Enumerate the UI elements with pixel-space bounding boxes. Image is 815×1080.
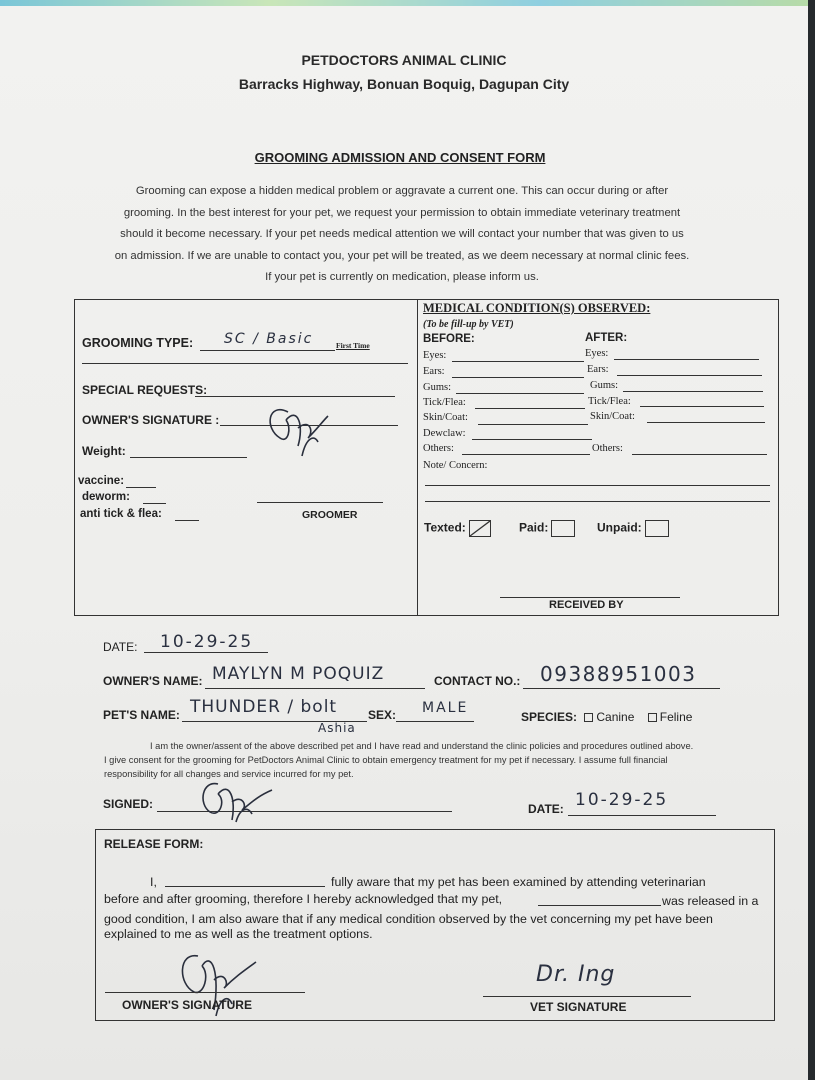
groomer-label: GROOMER xyxy=(302,509,358,521)
release-line-2b: was released in a xyxy=(662,894,759,908)
after-ears-line[interactable] xyxy=(617,375,762,376)
signed-label: SIGNED: xyxy=(103,797,154,811)
intro-line: on admission. If we are unable to contact you, your pet will be treated, as we deem necessary at normal clinic fees. xyxy=(114,249,690,262)
special-requests-label: SPECIAL REQUESTS: xyxy=(82,383,208,397)
texted-label xyxy=(424,520,491,537)
intro-line: should it become necessary. If your pet needs medical attention we will contact your number that was given to us xyxy=(120,228,684,240)
paid-checkbox[interactable] xyxy=(551,520,575,537)
vaccine-label: vaccine: xyxy=(78,475,125,487)
grooming-type-label: GROOMING TYPE: xyxy=(82,336,194,350)
owner-name-value[interactable]: MAYLYN M POQUIZ xyxy=(212,664,385,684)
grooming-type-line xyxy=(200,350,335,351)
sex-line[interactable] xyxy=(396,721,474,722)
after-eyes: Eyes: xyxy=(585,348,609,359)
first-time-label: First Time xyxy=(336,341,370,350)
intro-line: If your pet is currently on medication, please inform us. xyxy=(265,271,539,283)
after-tick: Tick/Flea: xyxy=(588,396,631,407)
note-line-2[interactable] xyxy=(425,501,770,502)
date2-line[interactable] xyxy=(568,815,716,816)
clinic-address: Barracks Highway, Bonuan Boquig, Dagupan City xyxy=(238,76,570,92)
anti-tick-line[interactable] xyxy=(175,520,199,521)
sex-label: SEX: xyxy=(368,708,397,722)
date-label: DATE: xyxy=(103,640,138,654)
vet-sig-label: VET SIGNATURE xyxy=(530,1000,627,1014)
owner-name-label: OWNER'S NAME: xyxy=(103,674,203,688)
after-others: Others: xyxy=(592,443,623,454)
before-gums-line[interactable] xyxy=(456,393,584,394)
note-line-1[interactable] xyxy=(425,485,770,486)
release-line-1a: I, xyxy=(150,875,157,889)
vaccine-line[interactable] xyxy=(126,487,156,488)
intro-line: grooming. In the best interest for your pet, we request your permission to obtain immediate veterinary treatment xyxy=(123,206,681,219)
release-name-line[interactable] xyxy=(165,886,325,887)
deworm-label: deworm: xyxy=(82,491,130,503)
before-ears-line[interactable] xyxy=(452,377,584,378)
intro-line: Grooming can expose a hidden medical problem or aggravate a current one. This can occur during or after xyxy=(135,185,669,197)
after-skin-line[interactable] xyxy=(647,422,765,423)
signed-signature-drawing xyxy=(196,778,280,824)
grooming-type-value[interactable]: SC / Basic xyxy=(224,331,314,347)
paid-label xyxy=(519,520,575,537)
medical-subtitle: (To be fill-up by VET) xyxy=(423,319,514,330)
consent-line-3: responsibility for all changes and service incurred for my pet. xyxy=(104,769,354,779)
received-by-line[interactable] xyxy=(500,597,680,598)
before-dewclaw-line[interactable] xyxy=(472,439,592,440)
before-eyes-line[interactable] xyxy=(452,361,584,362)
feline-option[interactable] xyxy=(648,710,693,724)
consent-line-2: I give consent for the grooming for PetDoctors Animal Clinic to obtain emergency treatment for my pet if necessary. I assume full financial xyxy=(104,755,668,765)
note-label: Note/ Concern: xyxy=(423,460,488,471)
before-tick-line[interactable] xyxy=(475,408,585,409)
owner-name-line[interactable] xyxy=(205,688,425,689)
release-line-2a: before and after grooming, therefore I hereby acknowledged that my pet, xyxy=(104,892,503,906)
unpaid-checkbox[interactable] xyxy=(645,520,669,537)
after-ears: Ears: xyxy=(587,364,609,375)
texted-checkbox[interactable] xyxy=(469,520,491,537)
owner-release-sig-line[interactable] xyxy=(105,992,305,993)
intro-paragraph xyxy=(84,181,720,289)
contact-line[interactable] xyxy=(523,688,720,689)
date-value[interactable]: 10-29-25 xyxy=(160,632,254,652)
after-label: AFTER: xyxy=(585,332,628,344)
clinic-name: PETDOCTORS ANIMAL CLINIC xyxy=(301,52,507,68)
deworm-line[interactable] xyxy=(143,503,166,504)
release-line-1b: fully aware that my pet has been examined by attending veterinarian xyxy=(331,875,706,889)
after-tick-line[interactable] xyxy=(640,406,764,407)
date-line[interactable] xyxy=(144,652,268,653)
vet-signature-handwriting: Dr. Ing xyxy=(536,962,616,987)
before-skin-line[interactable] xyxy=(478,424,588,425)
before-eyes: Eyes: xyxy=(423,350,447,361)
contact-value[interactable]: 09388951003 xyxy=(540,662,697,686)
owner-signature-label: OWNER'S SIGNATURE : xyxy=(82,413,220,427)
owner-signature-drawing xyxy=(258,398,338,460)
after-gums-line[interactable] xyxy=(623,391,763,392)
dark-background-edge xyxy=(808,0,815,1080)
release-title: RELEASE FORM: xyxy=(104,837,204,851)
special-requests-line[interactable] xyxy=(195,396,395,397)
unpaid-label xyxy=(597,520,669,537)
consent-line-1: I am the owner/assent of the above described pet and I have read and understand the clinic policies and procedures outlined above. xyxy=(150,741,694,751)
grooming-type-line-2 xyxy=(82,363,408,364)
after-gums: Gums: xyxy=(590,380,619,391)
before-label: BEFORE: xyxy=(423,333,475,345)
pet-name-value[interactable]: THUNDER / bolt xyxy=(190,697,338,717)
weight-label: Weight: xyxy=(82,444,126,458)
before-dewclaw: Dewclaw: xyxy=(423,428,466,439)
release-pet-line[interactable] xyxy=(538,905,661,906)
pet-name-label: PET'S NAME: xyxy=(103,708,180,722)
weight-line[interactable] xyxy=(130,457,247,458)
before-others-line[interactable] xyxy=(462,454,590,455)
top-edge-strip xyxy=(0,0,808,6)
feline-text: Feline xyxy=(659,710,693,724)
canine-checkbox[interactable] xyxy=(584,713,593,722)
texted-text: Texted: xyxy=(424,520,466,535)
form-title: GROOMING ADMISSION AND CONSENT FORM xyxy=(254,150,546,165)
species-label xyxy=(521,710,692,724)
canine-text: Canine xyxy=(596,710,635,724)
release-line-4: explained to me as well as the treatment options. xyxy=(104,927,373,941)
canine-option[interactable] xyxy=(584,710,634,724)
after-others-line[interactable] xyxy=(632,454,767,455)
date2-value[interactable]: 10-29-25 xyxy=(575,790,669,810)
owner-release-sig-label: OWNER'S SIGNATURE xyxy=(122,998,252,1012)
date2-label: DATE: xyxy=(528,802,564,816)
pet-name-value-2[interactable]: Ashia xyxy=(318,721,356,735)
before-ears: Ears: xyxy=(423,366,445,377)
contact-label: CONTACT NO.: xyxy=(434,674,521,688)
species-text: SPECIES: xyxy=(521,710,578,724)
received-by-label: RECEIVED BY xyxy=(549,599,624,611)
release-line-3: good condition, I am also aware that if any medical condition observed by the vet concerning my pet have been xyxy=(104,912,713,926)
before-tick: Tick/Flea: xyxy=(423,397,466,408)
before-others: Others: xyxy=(423,443,454,454)
unpaid-text: Unpaid: xyxy=(597,520,642,535)
vet-sig-line[interactable] xyxy=(483,996,691,997)
paid-text: Paid: xyxy=(519,520,549,535)
panel-divider xyxy=(417,300,418,615)
after-eyes-line[interactable] xyxy=(614,359,759,360)
after-skin: Skin/Coat: xyxy=(590,411,635,422)
feline-checkbox[interactable] xyxy=(648,713,657,722)
before-skin: Skin/Coat: xyxy=(423,412,468,423)
sex-value[interactable]: MALE xyxy=(422,700,469,716)
medical-title: MEDICAL CONDITION(S) OBSERVED: xyxy=(423,301,651,315)
before-gums: Gums: xyxy=(423,382,452,393)
groomer-line[interactable] xyxy=(257,502,383,503)
anti-tick-label: anti tick & flea: xyxy=(80,508,162,520)
